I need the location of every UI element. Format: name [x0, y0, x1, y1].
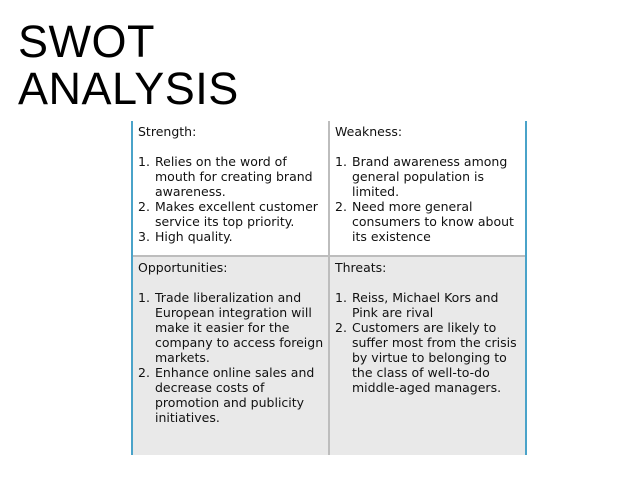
list-item: 3. High quality.: [138, 229, 233, 244]
threats-item-2: Customers are likely to suffer most from the crisis by virtue to belonging to the class of well-to-do middle-aged managers.: [352, 320, 517, 395]
strength-cell: [133, 121, 330, 257]
weakness-cell: [330, 121, 525, 257]
list-item: 2. Makes excellent customer service its top priority.: [138, 199, 318, 229]
weakness-heading: Weakness:: [335, 124, 403, 139]
weakness-item-2: Need more general consumers to know about its existence: [352, 199, 514, 244]
threats-heading: Threats:: [335, 260, 387, 275]
title-line-2: ANALYSIS: [18, 63, 239, 114]
list-item: 2. Enhance online sales and decrease costs of promotion and publicity initiatives.: [138, 365, 315, 425]
title-line-1: SWOT: [18, 16, 155, 67]
threats-item-1: Reiss, Michael Kors and Pink are rival: [352, 290, 499, 320]
weakness-list: [335, 154, 521, 244]
strength-item-2: Makes excellent customer service its top priority.: [155, 199, 318, 229]
opportunities-item-1: Trade liberalization and European integration will make it easier for the company to access foreign markets.: [155, 290, 324, 365]
strength-list: [138, 154, 324, 244]
strength-item-1: Relies on the word of mouth for creating brand awareness.: [155, 154, 313, 199]
list-item: 1. Relies on the word of mouth for creating brand awareness.: [138, 154, 313, 199]
strength-item-3: High quality.: [155, 229, 233, 244]
threats-cell: [330, 257, 525, 455]
swot-table: [131, 121, 527, 455]
strength-heading: Strength:: [138, 124, 197, 139]
weakness-item-1: Brand awareness among general population is limited.: [352, 154, 508, 199]
threats-list: [335, 290, 521, 395]
opportunities-heading: Opportunities:: [138, 260, 228, 275]
page-title: [18, 18, 239, 112]
list-item: 2. Customers are likely to suffer most from the crisis by virtue to belonging to the class of well-to-do middle-aged managers.: [335, 320, 517, 395]
opportunities-cell: [133, 257, 330, 455]
list-item: 1. Trade liberalization and European integration will make it easier for the company to access foreign markets.: [138, 290, 324, 365]
list-item: 1. Reiss, Michael Kors and Pink are rival: [335, 290, 499, 320]
opportunities-list: [138, 290, 324, 425]
list-item: 1. Brand awareness among general population is limited.: [335, 154, 508, 199]
list-item: 2. Need more general consumers to know about its existence: [335, 199, 514, 244]
opportunities-item-2: Enhance online sales and decrease costs of promotion and publicity initiatives.: [155, 365, 315, 425]
